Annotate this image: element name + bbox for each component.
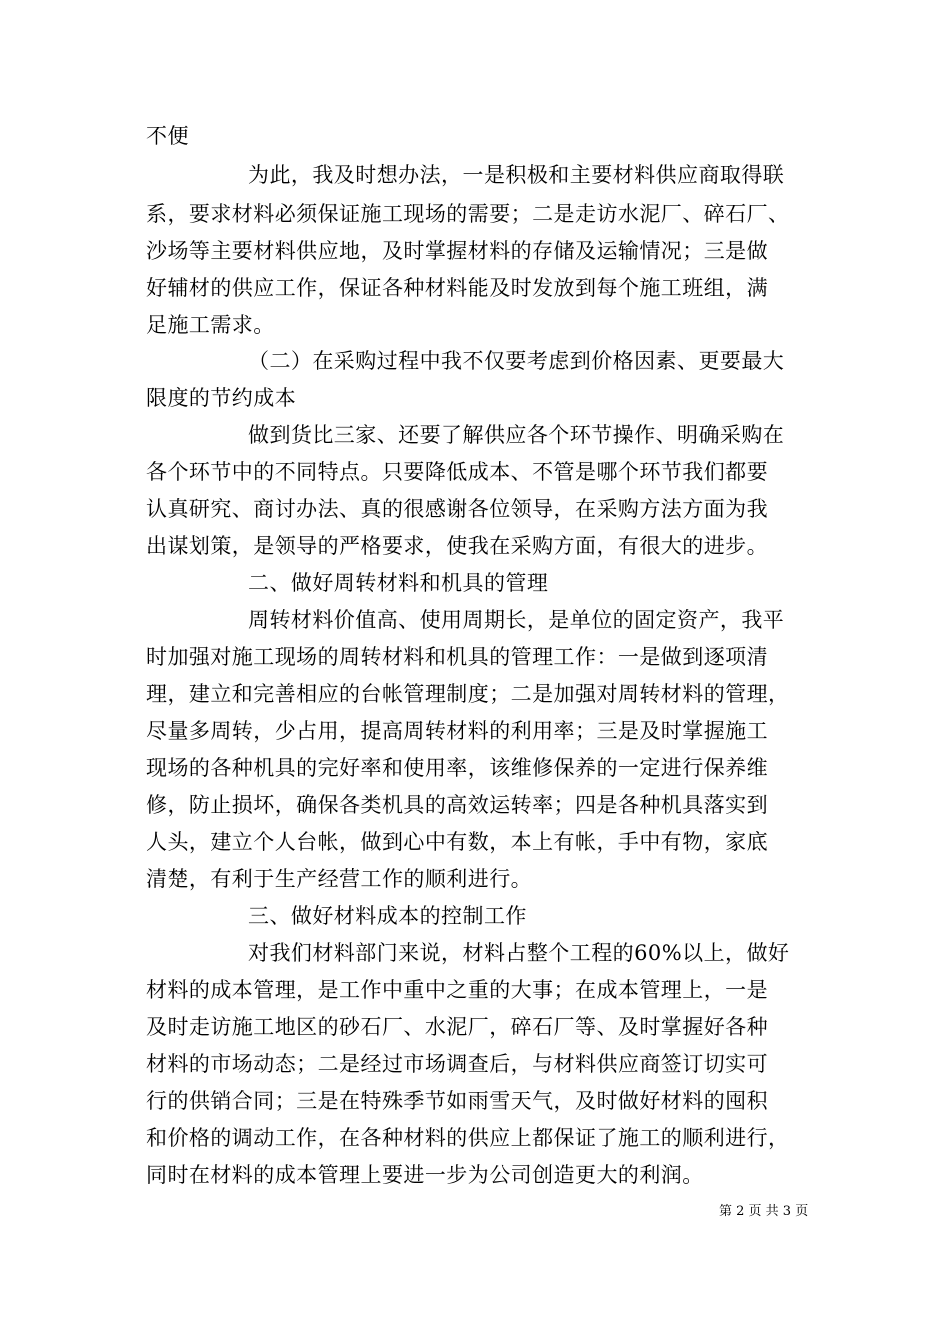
body-line: 足施工需求。 bbox=[146, 313, 275, 337]
body-line: 做到货比三家、还要了解供应各个环节操作、明确采购在 bbox=[248, 423, 785, 447]
body-line: 及时走访施工地区的砂石厂、水泥厂，碎石厂等、及时掌握好各种 bbox=[146, 1015, 769, 1039]
body-line: 现场的各种机具的完好率和使用率，该维修保养的一定进行保养维 bbox=[146, 756, 769, 780]
page-number: 第 2 页 共 3 页 bbox=[719, 1204, 809, 1219]
body-line: 理，建立和完善相应的台帐管理制度；二是加强对周转材料的管理， bbox=[146, 682, 790, 706]
body-line: 和价格的调动工作，在各种材料的供应上都保证了施工的顺利进行， bbox=[146, 1126, 790, 1150]
section-heading: 三、做好材料成本的控制工作 bbox=[248, 904, 527, 928]
body-line: 各个环节中的不同特点。只要降低成本、不管是哪个环节我们都要 bbox=[146, 460, 769, 484]
body-line: 同时在材料的成本管理上要进一步为公司创造更大的利润。 bbox=[146, 1163, 704, 1187]
body-line: 时加强对施工现场的周转材料和机具的管理工作：一是做到逐项清 bbox=[146, 645, 769, 669]
body-line: 尽量多周转，少占用，提高周转材料的利用率；三是及时掌握施工 bbox=[146, 719, 769, 743]
body-line: 认真研究、商讨办法、真的很感谢各位领导，在采购方法方面为我 bbox=[146, 497, 769, 521]
body-line: 系，要求材料必须保证施工现场的需要；二是走访水泥厂、碎石厂、 bbox=[146, 202, 790, 226]
body-line: 人头，建立个人台帐，做到心中有数，本上有帐，手中有物，家底 bbox=[146, 830, 769, 854]
body-line: 周转材料价值高、使用周期长，是单位的固定资产，我平 bbox=[248, 608, 785, 632]
body-line: 材料的市场动态；二是经过市场调查后，与材料供应商签订切实可 bbox=[146, 1052, 769, 1076]
body-line: 不便 bbox=[146, 124, 189, 148]
body-line: 修，防止损坏，确保各类机具的高效运转率；四是各种机具落实到 bbox=[146, 793, 769, 817]
body-line: 限度的节约成本 bbox=[146, 386, 297, 410]
body-line: 行的供销合同；三是在特殊季节如雨雪天气，及时做好材料的囤积 bbox=[146, 1089, 769, 1113]
body-line: 沙场等主要材料供应地，及时掌握材料的存储及运输情况；三是做 bbox=[146, 239, 769, 263]
body-line: 好辅材的供应工作，保证各种材料能及时发放到每个施工班组，满 bbox=[146, 276, 769, 300]
section-heading: （二）在采购过程中我不仅要考虑到价格因素、更要最大 bbox=[248, 349, 785, 373]
section-heading: 二、做好周转材料和机具的管理 bbox=[248, 571, 549, 595]
body-line: 清楚，有利于生产经营工作的顺利进行。 bbox=[146, 867, 533, 891]
body-line: 材料的成本管理，是工作中重中之重的大事；在成本管理上，一是 bbox=[146, 978, 769, 1002]
body-line: 为此，我及时想办法，一是积极和主要材料供应商取得联 bbox=[248, 163, 785, 187]
body-line: 出谋划策，是领导的严格要求，使我在采购方面，有很大的进步。 bbox=[146, 534, 769, 558]
body-line: 对我们材料部门来说，材料占整个工程的60%以上，做好 bbox=[248, 941, 790, 965]
